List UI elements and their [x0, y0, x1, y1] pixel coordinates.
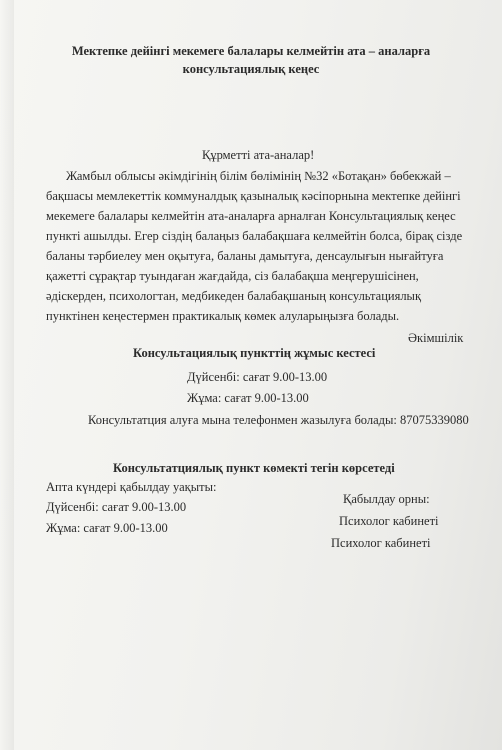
paragraph-line: баланы тәрбиелеу мен оқытуға, баланы дамытуға, денсаулығын нығайтуға — [46, 249, 444, 263]
free-help-heading: Консультатциялық пункт көмекті тегін көрсетеді — [113, 461, 395, 475]
day-friday: Жұма: сағат 9.00-13.00 — [46, 521, 168, 535]
paragraph-line: мекемеге балалары келмейтін ата-аналарға арналған Консультациялық кеңес — [46, 209, 456, 223]
place-1: Психолог кабинеті — [339, 514, 439, 528]
document-title-line-1: Мектепке дейінгі мекемеге балалары келмейтін ата – аналарға — [71, 44, 431, 58]
schedule-heading: Консультациялық пункттің жұмыс кестесі — [133, 346, 376, 360]
greeting: Құрметті ата-аналар! — [202, 148, 315, 162]
page-shadow-left — [0, 0, 14, 750]
schedule-monday: Дүйсенбі: сағат 9.00-13.00 — [187, 370, 328, 384]
schedule-friday: Жұма: сағат 9.00-13.00 — [187, 391, 309, 405]
document-title-line-2: консультациялық кеңес — [182, 62, 320, 76]
signature: Әкімшілік — [408, 331, 464, 345]
days-header: Апта күндері қабылдау уақыты: — [46, 480, 217, 494]
phone-line: Консультатция алуға мына телефонмен жазылуға болады: 87075339080 — [88, 413, 469, 427]
place-header: Қабылдау орны: — [343, 492, 430, 506]
paragraph-line: бақшасы мемлекеттік коммуналдық қазыналық кәсіпорнына мектепке дейінгі — [46, 189, 461, 203]
day-monday: Дүйсенбі: сағат 9.00-13.00 — [46, 500, 187, 514]
place-2: Психолог кабинеті — [331, 536, 431, 550]
paragraph-line: қажетті сұрақтар туындаған жағдайда, сіз балабақша меңгерушісінен, — [46, 269, 419, 283]
paragraph-line: пункті ашылды. Егер сіздің балаңыз балабақшаға келмейтін болса, бірақ сізде — [46, 229, 463, 243]
paragraph-line: пунктінен кеңестермен практикалық көмек алуларыңызға болады. — [46, 309, 400, 323]
paragraph-line: Жамбыл облысы әкімдігінің білім бөлімінің №32 «Ботақан» бөбекжай – — [66, 169, 451, 183]
paragraph-line: әдіскерден, психологтан, медбикеден балабақшаның консультациялық — [46, 289, 422, 303]
